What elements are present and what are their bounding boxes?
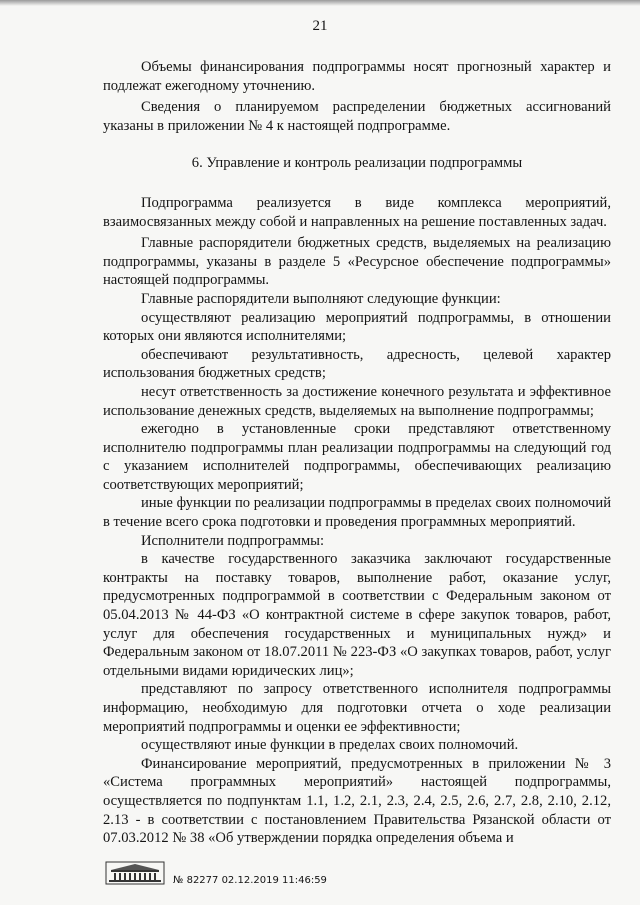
list-item: обеспечивают результативность, адресность, целевой характер использования бюджетных средств;	[103, 346, 611, 382]
section-heading: 6. Управление и контроль реализации подпрограммы	[191, 155, 523, 172]
list-item: ежегодно в установленные сроки представляют ответственному исполнителю подпрограммы план реализации подпрограммы на следующий год с указанием исполнителей подпрограммы, обеспечивающих реализацию соответствующих мероприятий;	[103, 421, 611, 493]
scan-edge	[0, 0, 640, 6]
document-registration-number: № 82277 02.12.2019 11:46:59	[173, 875, 327, 886]
government-logo-icon	[105, 861, 165, 885]
list-item: в качестве государственного заказчика заключают государственные контракты на поставку товаров, выполнение работ, оказание услуг, предусмотренных подпрограммой в соответствии с Федеральным законом от 05.04.2013 № 44-ФЗ «О контрактной системе в сфере закупок товаров, работ, услуг для обеспечения государственных и муниципальных нужд» и Федеральным законом от 18.07.2011 № 223-ФЗ «О закупках товаров, работ, услуг отдельными видами юридических лиц»;	[103, 551, 611, 679]
list-item: осуществляют иные функции в пределах своих полномочий.	[141, 737, 519, 754]
section-paragraph: Исполнители подпрограммы:	[141, 532, 325, 549]
section-paragraph: Подпрограмма реализуется в виде комплекса мероприятий, взаимосвязанных между собой и направленных на решение поставленных задач.	[103, 194, 611, 230]
footer	[105, 855, 585, 895]
section-paragraph: Финансирование мероприятий, предусмотренных в приложении № 3 «Система программных мероприятий» настоящей подпрограммы, осуществляется по подпунктам 1.1, 1.2, 2.1, 2.3, 2.4, 2.5, 2.6, 2.7, 2.8, 2.10, 2.12, 2.13 - в соответствии с постановлением Правительства Рязанской области от 07.03.2012 № 38 «Об утверждении порядка определения объема и	[103, 755, 611, 847]
list-item: представляют по запросу ответственного исполнителя подпрограммы информацию, необходимую для подготовки отчета о ходе реализации мероприятий подпрограммы и оценки ее эффективности;	[103, 681, 611, 735]
section-paragraph: Главные распорядители бюджетных средств, выделяемых на реализацию подпрограммы, указаны в разделе 5 «Ресурсное обеспечение подпрограммы» настоящей подпрограммы.	[103, 235, 611, 289]
document-body	[103, 58, 611, 848]
section-paragraph: Главные распорядители выполняют следующие функции:	[141, 290, 501, 307]
list-item: осуществляют реализацию мероприятий подпрограммы, в отношении которых они являются исполнителями;	[103, 309, 611, 345]
paragraph-financing-note: Объемы финансирования подпрограммы носят прогнозный характер и подлежат ежегодному уточнению.	[103, 59, 611, 94]
paragraph-budget-note: Сведения о планируемом распределении бюджетных ассигнований указаны в приложении № 4 к настоящей подпрограмме.	[103, 99, 611, 134]
list-item: иные функции по реализации подпрограммы в пределах своих полномочий в течение всего срока подготовки и проведения программных мероприятий.	[103, 495, 611, 531]
list-item: несут ответственность за достижение конечного результата и эффективное использование денежных средств, выделяемых на выполнение подпрограммы;	[103, 383, 611, 419]
page-number: 21	[312, 18, 328, 34]
